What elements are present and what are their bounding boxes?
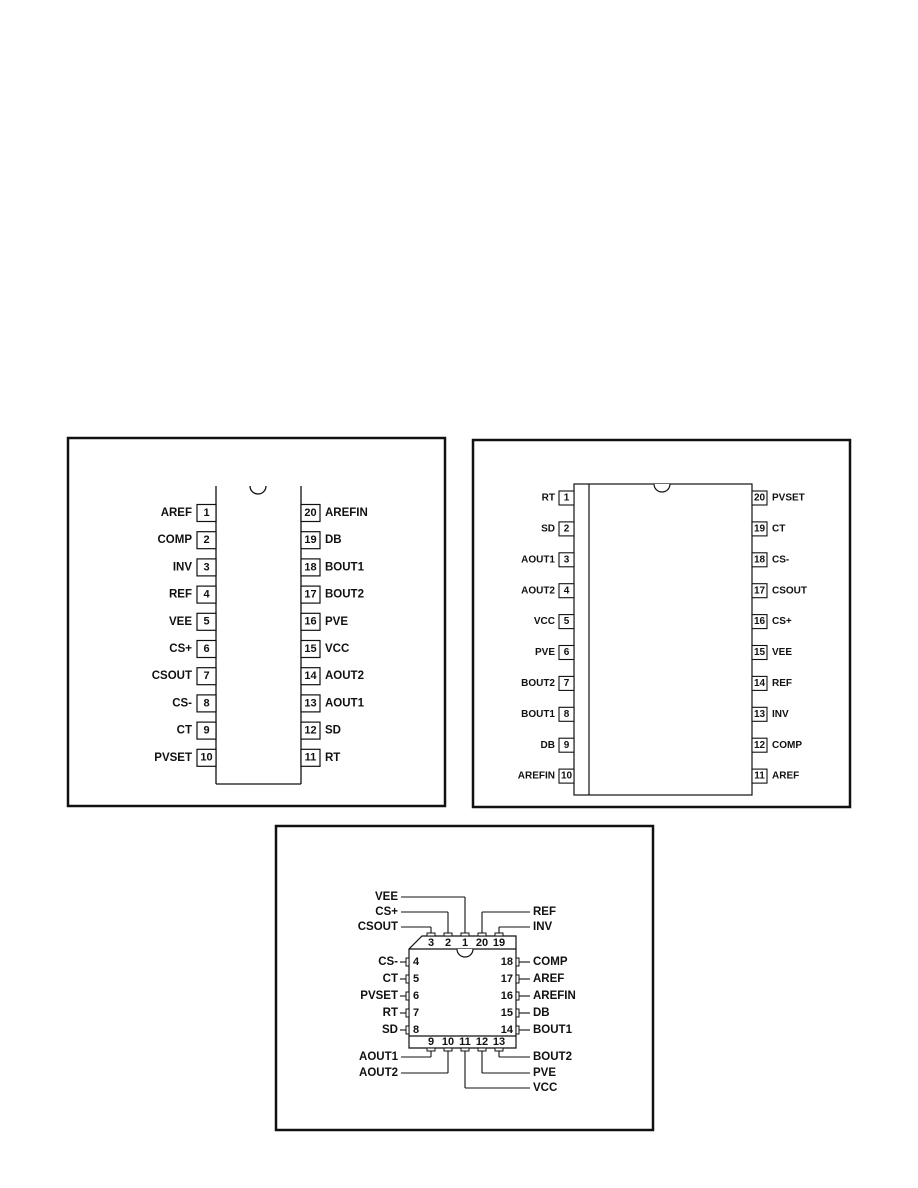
pin-label: AOUT1 (325, 697, 364, 710)
dip-left-pin-5 (169, 613, 216, 630)
pin-number: 15 (753, 647, 766, 659)
lcc-top-pin-19 (493, 933, 505, 949)
pin-number: 16 (500, 989, 513, 1002)
lcc-right-pin-17 (501, 973, 565, 985)
lcc-bottom-pin-10 (442, 1036, 454, 1051)
pin-label: PVE (325, 615, 349, 628)
dip-right-pin-14 (301, 668, 364, 685)
pin-number: 12 (475, 1035, 489, 1048)
pin-label: CS+ (375, 906, 398, 919)
pin-number: 16 (304, 615, 317, 628)
pin-label: VEE (168, 615, 192, 628)
flatpack-right-pin-16 (752, 615, 792, 629)
dip-right-pin-12 (301, 722, 341, 739)
flatpack-right-pin-11 (752, 769, 799, 783)
pin-number: 7 (563, 678, 570, 690)
pin-number: 4 (413, 955, 420, 968)
pin-label: AREF (772, 770, 800, 782)
flatpack-right-pins (752, 491, 807, 783)
lcc-bottom-lead-9 (359, 1051, 431, 1063)
pin-number: 11 (459, 1035, 471, 1048)
flatpack-right-pin-12 (752, 738, 802, 752)
pin-number: 11 (754, 770, 765, 782)
pin-number: 1 (563, 492, 570, 504)
lcc-left-pin-5 (383, 973, 419, 985)
pin-label: VEE (374, 891, 398, 904)
pin-label: BOUT1 (521, 708, 555, 720)
pin-number: 6 (563, 647, 570, 659)
flatpack-left-pin-6 (535, 646, 574, 660)
pin-label: CT (382, 973, 398, 986)
flatpack-left-pin-8 (521, 707, 574, 721)
pin-number: 2 (203, 534, 210, 547)
flatpack-right-pin-15 (752, 646, 792, 660)
pin-label: AOUT1 (359, 1051, 398, 1064)
pin-number: 8 (563, 708, 570, 720)
pin-label: AOUT2 (521, 585, 555, 597)
pin-number: 17 (500, 972, 513, 985)
pin-label: BOUT2 (533, 1051, 572, 1064)
pin-number: 5 (413, 972, 420, 985)
lcc-top-pin-3 (427, 933, 435, 949)
pin-label: CS- (378, 956, 398, 969)
dip-frame (68, 438, 445, 806)
pin-label: CS- (172, 697, 192, 710)
pin-label: CS+ (169, 643, 192, 656)
flatpack-left-pin-5 (534, 615, 574, 629)
pin-number: 7 (203, 670, 210, 683)
pin-label: INV (772, 708, 789, 720)
pin-number: 20 (753, 492, 766, 504)
flatpack-right-pin-14 (752, 676, 792, 690)
pin-number: 18 (304, 561, 317, 574)
pin-label: AOUT1 (521, 554, 555, 566)
dip-left-pins (152, 505, 216, 767)
pin-label: COMP (157, 534, 192, 547)
dip-right-pin-15 (301, 641, 349, 658)
lcc-left-pins (360, 956, 420, 1036)
pin-number: 9 (427, 1035, 435, 1048)
pin-label: AREFIN (533, 990, 576, 1003)
pin-label: COMP (533, 956, 568, 969)
pin-label: BOUT1 (533, 1024, 572, 1037)
pin-label: CT (176, 724, 192, 737)
flatpack-body (574, 484, 752, 795)
lcc-left-pin-6 (360, 990, 419, 1002)
pin-label: AREFIN (325, 507, 368, 520)
dip-body (216, 486, 301, 784)
pin-number: 18 (500, 955, 513, 968)
lcc-top-lead-19 (499, 921, 553, 933)
dip-left-pin-6 (169, 641, 216, 658)
pin-label: REF (772, 678, 792, 690)
flatpack-left-pin-3 (521, 553, 574, 567)
pin-label: RT (382, 1007, 398, 1020)
pin-number: 14 (753, 678, 766, 690)
pin-number: 8 (203, 697, 210, 710)
dip-diagram (68, 438, 445, 806)
lcc-left-pin-4 (378, 956, 420, 968)
pin-number: 16 (753, 616, 766, 628)
flatpack-left-pin-7 (521, 676, 574, 690)
pin-label: PVSET (154, 751, 192, 764)
lcc-right-pin-14 (501, 1024, 573, 1036)
lcc-left-pin-7 (383, 1007, 419, 1019)
pin-number: 2 (563, 523, 570, 535)
pin-label: CSOUT (772, 585, 807, 597)
lcc-top-pin-1 (461, 933, 469, 949)
dip-right-pins (301, 505, 368, 767)
pin-number: 6 (413, 989, 420, 1002)
dip-left-pin-3 (173, 559, 216, 576)
pin-number: 3 (427, 936, 435, 949)
pin-label: PVSET (772, 492, 805, 504)
lcc-bottom-pin-9 (427, 1036, 435, 1051)
pin-label: VCC (533, 616, 555, 628)
pin-number: 18 (753, 554, 766, 566)
dip-right-pin-13 (301, 695, 365, 712)
pin-number: 1 (203, 506, 210, 519)
lcc-bottom-pin-13 (493, 1036, 505, 1051)
pin-number: 3 (563, 554, 570, 566)
lcc-bottom-pin-11 (459, 1036, 471, 1051)
pin-number: 17 (304, 588, 317, 601)
flatpack-right-pin-13 (752, 707, 789, 721)
pin-number: 10 (441, 1035, 455, 1048)
pin-number: 13 (304, 697, 317, 710)
flatpack-left-pin-4 (521, 584, 574, 598)
pin-label: PVE (534, 647, 555, 659)
pin-label: RT (325, 751, 341, 764)
pin-number: 12 (304, 724, 317, 737)
lcc-right-pin-15 (501, 1007, 550, 1019)
pin-label: INV (172, 561, 192, 574)
pin-label: AREF (160, 507, 192, 520)
pin-label: BOUT2 (521, 678, 555, 690)
pin-number: 15 (500, 1006, 513, 1019)
dip-left-pin-8 (172, 695, 216, 712)
pin-number: 19 (304, 534, 317, 547)
flatpack-left-pin-10 (518, 769, 574, 783)
pin-label: CSOUT (151, 670, 192, 683)
pin-label: VCC (325, 643, 350, 656)
dip-right-pin-19 (301, 532, 342, 549)
flatpack-left-pin-1 (542, 491, 574, 505)
pin-number: 15 (304, 642, 317, 655)
pin-label: SD (325, 724, 341, 737)
pin-label: CS- (772, 554, 790, 566)
pin-number: 20 (304, 506, 317, 519)
dip-notch (250, 486, 266, 494)
pin-label: AOUT2 (325, 670, 364, 683)
pin-number: 11 (304, 751, 317, 764)
pin-label: BOUT1 (325, 561, 364, 574)
lcc-bottom-pins (359, 1036, 572, 1094)
lcc-top-pin-20 (476, 933, 488, 949)
pin-label: AREFIN (517, 770, 555, 782)
lcc-right-pin-16 (501, 990, 576, 1002)
pin-number: 17 (753, 585, 766, 597)
dip-left-pin-4 (169, 586, 216, 603)
pin-number: 4 (563, 585, 570, 597)
flatpack-right-pin-17 (752, 584, 807, 598)
pin-label: REF (533, 906, 556, 919)
pin-label: RT (541, 492, 555, 504)
pin-label: CT (772, 523, 786, 535)
flatpack-left-pins (518, 491, 574, 783)
dip-right-pin-11 (301, 749, 340, 766)
dip-right-pin-18 (301, 559, 365, 576)
pin-number: 8 (413, 1023, 420, 1036)
pin-number: 1 (461, 936, 469, 949)
flatpack-left-pin-2 (541, 522, 574, 536)
pin-label: REF (169, 588, 192, 601)
pin-label: DB (325, 534, 342, 547)
lcc-right-pin-18 (501, 956, 568, 968)
pin-number: 10 (560, 770, 573, 782)
dip-left-pin-2 (158, 532, 217, 549)
pin-label: SD (382, 1024, 398, 1037)
pin-label: COMP (772, 739, 802, 751)
lcc-top-pin-2 (444, 933, 452, 949)
pin-number: 14 (500, 1023, 513, 1036)
pin-number: 6 (203, 642, 210, 655)
lcc-bottom-pin-12 (476, 1036, 488, 1051)
flatpack-right-pin-19 (752, 522, 785, 536)
pin-number: 13 (492, 1035, 506, 1048)
lcc-top-pins (358, 891, 556, 949)
flatpack-right-pin-20 (752, 491, 805, 505)
flatpack-right-pin-18 (752, 553, 789, 567)
lcc-top-lead-3 (358, 921, 431, 933)
pin-label: CSOUT (357, 921, 398, 934)
dip-left-pin-10 (154, 749, 216, 766)
lcc-bottom-lead-13 (499, 1051, 572, 1063)
pin-number: 4 (203, 588, 210, 601)
pin-label: PVSET (360, 990, 398, 1003)
pin-number: 3 (203, 561, 210, 574)
pin-number: 7 (413, 1006, 420, 1019)
pin-label: VCC (533, 1082, 558, 1095)
lcc-diagram (276, 826, 653, 1130)
pin-number: 19 (492, 936, 506, 949)
dip-right-pin-17 (301, 586, 364, 603)
lcc-left-pin-8 (382, 1024, 419, 1036)
pin-number: 9 (203, 724, 210, 737)
pin-number: 20 (475, 936, 489, 949)
pin-label: BOUT2 (325, 588, 364, 601)
dip-right-pin-20 (301, 505, 368, 522)
flatpack-left-pin-9 (541, 738, 574, 752)
pin-number: 13 (753, 708, 766, 720)
pin-number: 9 (563, 739, 570, 751)
flatpack-notch (654, 484, 670, 492)
dip-right-pin-16 (301, 613, 348, 630)
pin-number: 10 (200, 751, 213, 764)
pin-label: VEE (772, 647, 793, 659)
pin-number: 2 (444, 936, 452, 949)
pin-label: PVE (533, 1067, 557, 1080)
pin-number: 19 (753, 523, 766, 535)
pin-label: SD (541, 523, 555, 535)
dip-left-pin-7 (152, 668, 216, 685)
flatpack-diagram (473, 440, 850, 807)
dip-left-pin-9 (177, 722, 216, 739)
pin-label: INV (533, 921, 553, 934)
pin-number: 12 (753, 739, 766, 751)
pin-number: 5 (203, 615, 210, 628)
pin-number: 14 (304, 670, 317, 683)
dip-left-pin-1 (161, 505, 216, 522)
lcc-right-pins (501, 956, 576, 1036)
pin-label: CS+ (772, 616, 792, 628)
lcc-notch (457, 949, 473, 957)
pin-label: AREF (533, 973, 565, 986)
pin-number: 5 (563, 616, 570, 628)
pin-label: DB (540, 739, 555, 751)
pin-label: DB (533, 1007, 550, 1020)
pin-label: AOUT2 (359, 1067, 398, 1080)
